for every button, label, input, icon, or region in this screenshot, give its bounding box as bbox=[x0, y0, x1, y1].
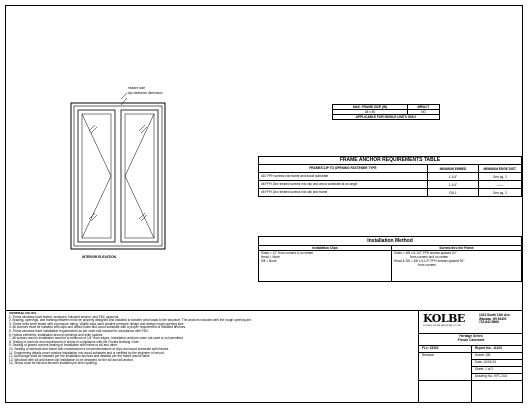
min-edge-header: MINIMUM EDGE DIST. bbox=[479, 165, 522, 173]
anchor-requirements-table bbox=[258, 156, 522, 197]
anchor-row-2-embed: 1-1/4" bbox=[428, 181, 479, 189]
title-block bbox=[418, 311, 523, 402]
anchor-row-1-edge: See pg. 2 bbox=[479, 173, 522, 181]
anchor-row-2-type: #8 FPH Zinc treated screws into clip and wood substrate at an angle bbox=[259, 181, 428, 189]
window-elevation-drawing bbox=[61, 91, 171, 261]
clips-line-1: Sides = 12" from corners & on center bbox=[261, 251, 314, 255]
product-info bbox=[419, 335, 523, 342]
note-line: 14. Shims must be flat and anchors installed per shim spacing. bbox=[9, 361, 98, 366]
anchor-table-title: FRAME ANCHOR REQUIREMENTS TABLE bbox=[259, 157, 522, 165]
company-logo bbox=[423, 312, 465, 331]
frame-size-footer: APPLICABLE FOR SINGLE UNITS ONLY bbox=[333, 115, 440, 120]
screws-header: Screws thru the Frame bbox=[392, 246, 522, 251]
note-line: 4. All anchors must be installed with clips and drilled holes and wood substrate with a proper requirement of installed anchors. bbox=[9, 325, 187, 330]
note-line: 3. These units were tested with a pressure rating. Visible clips used positive pressure design and design rough opening size. bbox=[9, 321, 185, 326]
series-name: Heritage Series bbox=[459, 334, 483, 338]
frame-size-header: MAX. FRAME SIZE (IN) bbox=[333, 105, 408, 110]
elevation-label: INTERIOR ELEVATION bbox=[82, 255, 116, 259]
clips-header: Installation Clips bbox=[259, 246, 392, 251]
drawn-by: Drawn: DB bbox=[475, 353, 491, 357]
screws-line-2: from corners and on center bbox=[410, 255, 449, 259]
anchor-row-1-embed: 1-1/4" bbox=[428, 173, 479, 181]
sheet-number: Sheet: 1 of 2 bbox=[475, 367, 494, 371]
note-line: 9. Sealing of glazed corners sealing of installation with frame to sill and other. bbox=[9, 343, 118, 348]
note-line: 7. All screws used in installation must be a minimum of 1/4" from edges. Installation anchors when not used is not permitted. bbox=[9, 336, 184, 341]
company-address bbox=[479, 314, 511, 325]
revision-label: Revision bbox=[422, 353, 435, 357]
screws-cell bbox=[392, 251, 522, 282]
clips-line-2: Head = None bbox=[261, 255, 280, 259]
address-line-2: Wausau, WI 54401 bbox=[479, 316, 507, 321]
title-divider-4 bbox=[419, 380, 523, 381]
fastener-type-header: FRAME/CLIP TO OPENING FASTENER TYPE bbox=[259, 165, 428, 173]
general-notes-title: GENERAL NOTES bbox=[9, 312, 37, 315]
report-number: Report No.: 11223 bbox=[475, 346, 502, 350]
note-line: 11. Engineering details cover window installation into wood substrate and is certified by the engineer of record. bbox=[9, 350, 165, 355]
screws-line-4: from corners bbox=[418, 263, 436, 267]
drawing-sheet bbox=[5, 5, 523, 403]
address-line-3: 715-842-5666 bbox=[479, 320, 499, 325]
note-line: 8. Testing of anchors and requirement of shims in compliance with the Florida Building Code. bbox=[9, 339, 140, 344]
install-table-title: Installation Method bbox=[259, 237, 522, 246]
anchor-row-1-type: #10 FPH screws into frame and wood substrate bbox=[259, 173, 428, 181]
note-line: 1. These windows have tested, analyzed, followed section, and FBC approval. bbox=[9, 314, 120, 319]
note-line: 5. These windows have installation requirements as per code unit manual for compliance with FBC. bbox=[9, 328, 149, 333]
fl-number: FL#: 15352 bbox=[422, 346, 439, 350]
clips-cell bbox=[259, 251, 392, 282]
annotation-text-2: top clearance dimension bbox=[128, 91, 163, 95]
address-line-1: 1323 South 11th Ave. bbox=[479, 313, 511, 317]
note-line: 6. Hollow elements, installation around openings and shim spaces. bbox=[9, 332, 104, 337]
product-name: French Casement bbox=[457, 337, 485, 342]
general-notes bbox=[9, 312, 414, 366]
anchor-row-3-edge: See pg. 2 bbox=[479, 189, 522, 197]
installation-method-table bbox=[258, 236, 522, 282]
anchor-row-3-type: #8 FPH Zinc treated screws into clip and frame bbox=[259, 189, 428, 197]
drawing-number: Drawing No.: KFC-104 bbox=[475, 374, 508, 378]
frame-size-value: 48 x 80 bbox=[333, 110, 408, 115]
impact-header: IMPACT bbox=[408, 105, 440, 110]
company-sub: KOLBE & KOLBE MILLWORK CO. INC. bbox=[423, 325, 462, 327]
screws-line-3: Head & Sill = 3/8 x 5-1/2" FPH screws spaced 20" bbox=[394, 259, 465, 263]
clips-line-3: Sill = None bbox=[261, 259, 277, 263]
company-mark: KOLBE bbox=[423, 312, 465, 325]
min-embed-header: MINIMUM EMBED bbox=[428, 165, 479, 173]
impact-value: NO bbox=[408, 110, 440, 115]
note-line: 13. Windows with sill and frame clip installation to be designed for the sill and sill anchor. bbox=[9, 357, 134, 362]
screws-line-1: Sides = 3/8 x 5-1/2" FPH screws spaced 20" bbox=[394, 251, 457, 255]
anchor-row-2-edge: —— bbox=[479, 181, 522, 189]
annotation-text-1: header note bbox=[128, 86, 146, 90]
anchor-row-3-embed: FULL bbox=[428, 189, 479, 197]
note-line: 10. Sealing of windows and frame with manufacturer's recommendations of clips and wood substrate with frames. bbox=[9, 346, 170, 351]
note-line: 2. Bracing, openings, and framing between must be properly designed and installed to transfer wind loads to the structure. The anchors included with the rough opening are. bbox=[9, 318, 252, 323]
note-line: 12. Anchorage shall be installed per the installation anchors and detailed per the frame anchor table. bbox=[9, 354, 151, 359]
drawing-date: Date: 10/01/13 bbox=[475, 360, 496, 364]
frame-size-table bbox=[332, 104, 440, 120]
